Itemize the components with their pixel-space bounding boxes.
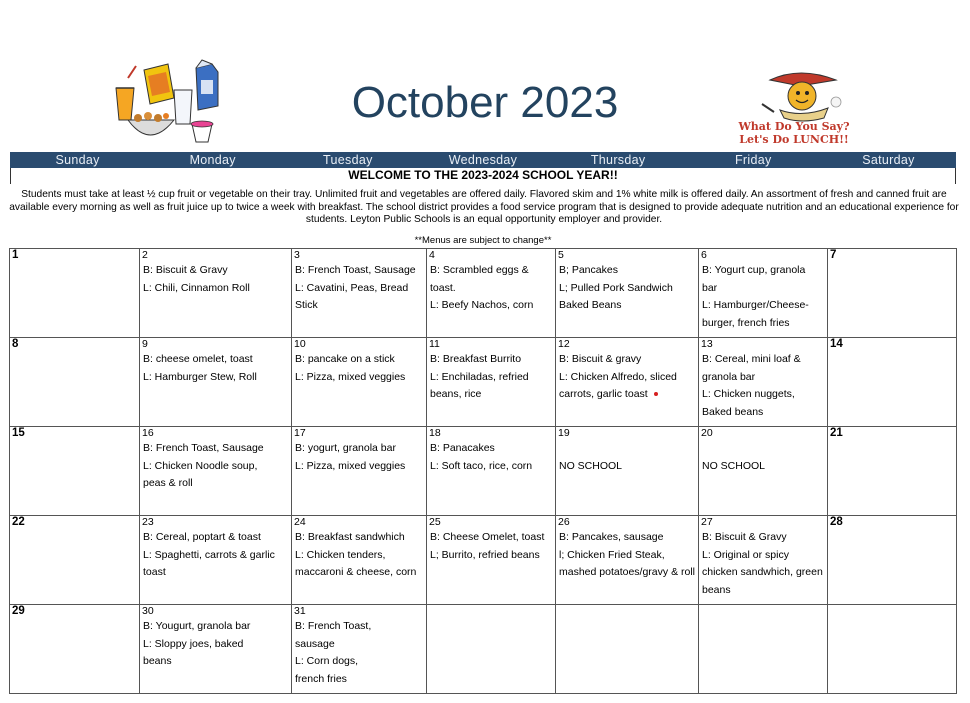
menu-line: Baked Beans <box>559 299 622 311</box>
menu-calendar <box>9 248 957 694</box>
calendar-day-cell <box>828 427 957 516</box>
menu-line: L: Soft taco, rice, corn <box>430 459 533 472</box>
weekday-friday: Friday <box>735 153 772 167</box>
weekday-monday: Monday <box>189 153 236 167</box>
menu-line: bar <box>702 281 718 294</box>
calendar-day-cell <box>292 516 427 605</box>
menu-line: B: cheese omelet, toast <box>143 353 253 365</box>
calendar-day-cell <box>140 338 292 427</box>
slogan-line-2: Let's Do LUNCH!! <box>739 133 849 146</box>
day-number: 3 <box>294 249 300 261</box>
menu-line: L: Pizza, mixed veggies <box>295 370 406 383</box>
weekday-saturday: Saturday <box>862 153 915 167</box>
menu-line: carrots, garlic toast <box>556 386 698 404</box>
calendar-week-row <box>10 605 957 694</box>
calendar-day-cell <box>828 605 957 694</box>
day-number: 10 <box>294 338 306 350</box>
nutrition-notice: Students must take at least ½ cup fruit or vegetable on their tray. Unlimited fruit and vegetables are offered daily. Flavored skim and 1% white milk is offered daily. An assortment of fresh and canned fruit are available every morning as well as fruit juice up to twice a week with breakfast. The school district provides a food service program that is designed to provide adequate nutrition and an educational experience for students. Leyton Public Schools is an equal opportunity employer and provider. <box>9 189 959 225</box>
menu-line: B: Pancakes, sausage <box>559 531 664 543</box>
menu-line: NO SCHOOL <box>559 459 623 472</box>
day-number: 24 <box>294 516 306 528</box>
menu-line: B: Biscuit & Gravy <box>702 531 787 543</box>
day-number: 16 <box>142 427 154 439</box>
calendar-week-row <box>10 427 957 516</box>
calendar-day-cell <box>10 427 140 516</box>
calendar-day-cell <box>556 338 699 427</box>
marker-dot-icon <box>654 392 658 396</box>
menu-line: L: Spaghetti, carrots & garlic <box>143 548 275 561</box>
calendar-day-cell <box>427 605 556 694</box>
day-number: 9 <box>142 338 148 350</box>
day-number: 6 <box>701 249 707 261</box>
calendar-day-cell <box>427 516 556 605</box>
menu-line: B: Biscuit & Gravy <box>143 264 228 276</box>
menu-line: french fries <box>295 672 347 685</box>
menu-line: B: Cheese Omelet, toast <box>430 531 545 543</box>
calendar-day-cell <box>292 605 427 694</box>
day-number: 26 <box>558 516 570 528</box>
menu-line: L: Chicken nuggets, <box>702 388 795 400</box>
calendar-day-cell <box>699 249 828 338</box>
welcome-heading: WELCOME TO THE 2023-2024 SCHOOL YEAR!! <box>348 168 618 182</box>
menu-line: B: Breakfast Burrito <box>430 353 522 365</box>
menu-line: L: Pizza, mixed veggies <box>295 459 406 472</box>
weekday-thursday: Thursday <box>590 153 646 167</box>
menu-line: L: Cavatini, Peas, Bread <box>295 281 409 294</box>
calendar-day-cell <box>140 249 292 338</box>
calendar-day-cell <box>292 427 427 516</box>
menu-line: maccaroni & cheese, corn <box>295 566 417 578</box>
menu-line: beans <box>702 583 731 596</box>
calendar-day-cell <box>699 338 828 427</box>
menu-line: B: Cereal, poptart & toast <box>143 531 261 543</box>
menu-line: sausage <box>295 637 335 650</box>
calendar-day-cell <box>699 605 828 694</box>
menu-line: B: Breakfast sandwhich <box>295 531 405 543</box>
day-number: 11 <box>429 338 440 350</box>
calendar-week-row <box>10 516 957 605</box>
day-number: 29 <box>12 605 25 617</box>
weekday-header <box>10 152 956 168</box>
menu-line: beans <box>143 655 172 667</box>
menu-line: L: Corn dogs, <box>295 655 359 667</box>
menu-line: B: Yogurt cup, granola <box>702 264 806 276</box>
menu-line: L: Chicken Alfredo, sliced <box>559 370 677 383</box>
calendar-day-cell <box>10 249 140 338</box>
calendar-week-row <box>10 338 957 427</box>
lunch-slogan <box>738 120 850 146</box>
calendar-day-cell <box>427 338 556 427</box>
calendar-day-cell <box>556 249 699 338</box>
day-number: 17 <box>294 427 306 439</box>
calendar-day-cell <box>556 605 699 694</box>
menu-line: beans, rice <box>430 388 482 400</box>
day-number: 2 <box>142 249 148 261</box>
day-number: 30 <box>142 605 154 617</box>
menu-line: peas & roll <box>143 477 193 489</box>
day-number: 13 <box>701 338 713 350</box>
breakfast-foods-illustration <box>108 58 233 153</box>
menu-line: B; Pancakes <box>559 264 618 276</box>
menu-line: Baked beans <box>702 405 764 418</box>
calendar-day-cell <box>292 249 427 338</box>
menu-line: B: Scrambled eggs & <box>430 264 529 276</box>
menu-line: toast. <box>430 281 456 294</box>
calendar-week-row <box>10 249 957 338</box>
menu-line: L: Chicken Noodle soup, <box>143 459 258 472</box>
menu-line: Stick <box>295 299 318 311</box>
weekday-tuesday: Tuesday <box>323 153 373 167</box>
menu-line <box>556 440 698 458</box>
menu-line: L: Beefy Nachos, corn <box>430 299 534 311</box>
menu-line: B: French Toast, <box>295 620 372 632</box>
menu-line: B: pancake on a stick <box>295 353 395 365</box>
menu-line <box>699 440 827 458</box>
calendar-day-cell <box>10 338 140 427</box>
menu-line: B: Yougurt, granola bar <box>143 620 251 632</box>
day-number: 4 <box>429 249 435 261</box>
calendar-day-cell <box>140 427 292 516</box>
day-number: 1 <box>12 249 19 261</box>
menu-line: NO SCHOOL <box>702 459 766 472</box>
calendar-day-cell <box>427 427 556 516</box>
menu-line: L: Original or spicy <box>702 548 789 561</box>
calendar-day-cell <box>427 249 556 338</box>
calendar-day-cell <box>556 516 699 605</box>
menu-line: l; Chicken Fried Steak, <box>559 548 665 561</box>
calendar-day-cell <box>828 516 957 605</box>
menu-line: granola bar <box>702 370 756 383</box>
weekday-sunday: Sunday <box>55 153 100 167</box>
day-number: 20 <box>701 427 713 439</box>
day-number: 12 <box>558 338 570 350</box>
calendar-day-cell <box>828 338 957 427</box>
page-title: October 2023 <box>351 78 619 127</box>
menu-line: L: Chili, Cinnamon Roll <box>143 281 250 294</box>
day-number: 18 <box>429 427 441 439</box>
day-number: 15 <box>12 427 25 439</box>
menu-line: burger, french fries <box>702 316 790 329</box>
menu-line: B: French Toast, Sausage <box>295 264 416 276</box>
menu-line: B: Biscuit & gravy <box>559 353 642 365</box>
day-number: 7 <box>830 249 837 261</box>
day-number: 19 <box>558 427 570 439</box>
calendar-day-cell <box>140 605 292 694</box>
day-number: 8 <box>12 338 19 350</box>
day-number: 21 <box>830 427 843 439</box>
weekday-wednesday: Wednesday <box>448 153 518 167</box>
menu-line: L: Enchiladas, refried <box>430 370 529 383</box>
calendar-day-cell <box>10 605 140 694</box>
day-number: 28 <box>830 516 843 528</box>
calendar-day-cell <box>699 516 828 605</box>
menu-line: B: yogurt, granola bar <box>295 442 396 454</box>
day-number: 23 <box>142 516 154 528</box>
calendar-day-cell <box>556 427 699 516</box>
menu-line: mashed potatoes/gravy & roll <box>559 566 695 578</box>
calendar-day-cell <box>828 249 957 338</box>
menu-line: L: Sloppy joes, baked <box>143 637 244 650</box>
menu-line: L: Hamburger Stew, Roll <box>143 370 257 383</box>
calendar-day-cell <box>10 516 140 605</box>
menu-change-note: **Menus are subject to change** <box>414 235 552 246</box>
day-number: 25 <box>429 516 441 528</box>
day-number: 5 <box>558 249 564 261</box>
day-number: 31 <box>294 605 306 617</box>
menu-line: B: French Toast, Sausage <box>143 442 264 454</box>
slogan-line-1: What Do You Say? <box>738 120 850 133</box>
menu-line: chicken sandwhich, green <box>702 566 823 578</box>
menu-line: L; Pulled Pork Sandwich <box>559 281 673 294</box>
menu-line: B: Panacakes <box>430 442 495 454</box>
menu-line: toast <box>143 566 166 578</box>
menu-line: B: Cereal, mini loaf & <box>702 353 801 365</box>
calendar-day-cell <box>292 338 427 427</box>
calendar-day-cell <box>140 516 292 605</box>
day-number: 27 <box>701 516 713 528</box>
calendar-day-cell <box>699 427 828 516</box>
menu-line: L: Chicken tenders, <box>295 548 386 561</box>
menu-line: L; Burrito, refried beans <box>430 548 540 561</box>
day-number: 14 <box>830 338 843 350</box>
day-number: 22 <box>12 516 25 528</box>
menu-line: L: Hamburger/Cheese- <box>702 299 809 311</box>
